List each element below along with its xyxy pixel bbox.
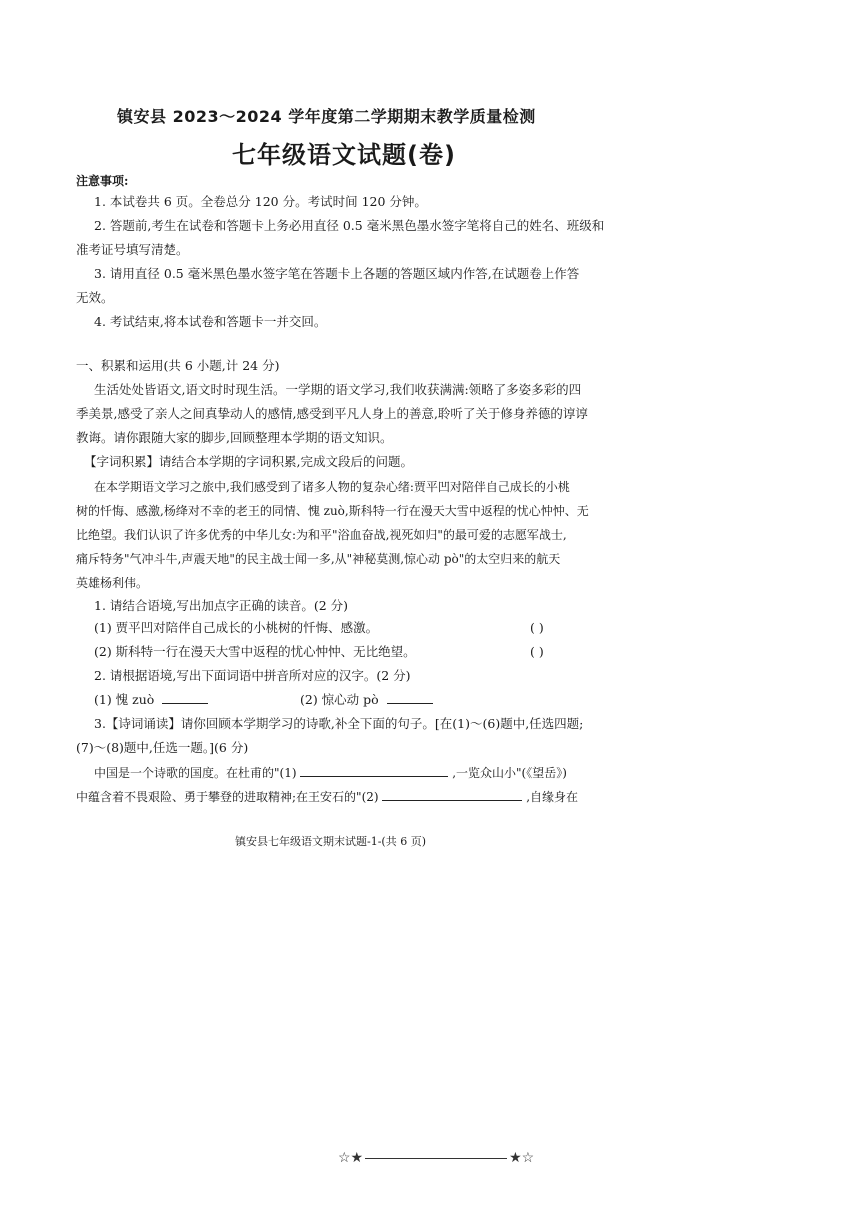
q1-a-answer-box[interactable]: ( ) xyxy=(530,620,544,635)
q2-b-blank[interactable] xyxy=(387,702,433,704)
q3-line-1 xyxy=(94,764,567,781)
star-icon-left: ☆★ xyxy=(338,1150,364,1166)
passage-line-1: 在本学期语文学习之旅中,我们感受到了诸多人物的复杂心绪:贾平凹对陪伴自己成长的小桃 xyxy=(94,480,570,494)
exam-title: 镇安县 2023～2024 学年度第二学期期末教学质量检测 xyxy=(117,107,536,126)
q2-a xyxy=(94,692,208,708)
word-task: 【字词积累】请结合本学期的字词积累,完成文段后的问题。 xyxy=(84,454,413,469)
q3-line-1-a: 中国是一个诗歌的国度。在杜甫的"(1) xyxy=(94,766,297,780)
q2-stem: 2. 请根据语境,写出下面词语中拼音所对应的汉字。(2 分) xyxy=(94,668,411,683)
q1-stem: 1. 请结合语境,写出加点字正确的读音。(2 分) xyxy=(94,598,349,613)
q3-line-2 xyxy=(76,788,578,805)
passage-line-5: 英雄杨利伟。 xyxy=(76,576,149,590)
q3-blank-2[interactable] xyxy=(382,799,522,801)
notice-item-3-cont: 无效。 xyxy=(76,290,114,305)
star-icon-right: ★☆ xyxy=(509,1150,535,1166)
q3-line-1-b: ,一览众山小"(《望岳》) xyxy=(452,766,567,780)
q3-stem-1: 3.【诗词诵读】请你回顾本学期学习的诗歌,补全下面的句子。[在(1)～(6)题中,任选四题; xyxy=(94,716,584,731)
decorative-stars-rule xyxy=(338,1150,534,1166)
q3-stem-2: (7)～(8)题中,任选一题。](6 分) xyxy=(76,740,249,755)
q1-b-answer-box[interactable]: ( ) xyxy=(530,644,544,659)
q1-b: (2) 斯科特一行在漫天大雪中返程的忧心忡忡、无比绝望。 xyxy=(94,644,416,659)
passage-line-2: 树的忏悔、感激,杨绛对不幸的老王的同情、愧 zuò,斯科特一行在漫天大雪中返程的忧心忡忡、无 xyxy=(76,504,589,518)
intro-line-3: 教诲。请你跟随大家的脚步,回顾整理本学期的语文知识。 xyxy=(76,430,393,445)
section-heading: 一、积累和运用(共 6 小题,计 24 分) xyxy=(76,358,280,373)
intro-line-1: 生活处处皆语文,语文时时现生活。一学期的语文学习,我们收获满满:领略了多姿多彩的四 xyxy=(94,382,582,397)
divider-line xyxy=(365,1158,507,1159)
q2-b-label: (2) 惊心动 pò xyxy=(300,692,379,707)
intro-line-2: 季美景,感受了亲人之间真挚动人的感情,感受到平凡人身上的善意,聆听了关于修身养德的谆谆 xyxy=(76,406,588,421)
passage-line-3: 比绝望。我们认识了许多优秀的中华儿女:为和平"浴血奋战,视死如归"的最可爱的志愿军战士, xyxy=(76,528,567,542)
q1-a: (1) 贾平凹对陪伴自己成长的小桃树的忏悔、感激。 xyxy=(94,620,379,635)
paper-title: 七年级语文试题(卷) xyxy=(232,141,456,169)
passage-line-4: 痛斥特务"气冲斗牛,声震天地"的民主战士闻一多,从"神秘莫测,惊心动 pò"的太空归来的航天 xyxy=(76,552,561,566)
notice-item-4: 4. 考试结束,将本试卷和答题卡一并交回。 xyxy=(94,314,327,329)
q2-b xyxy=(300,692,433,708)
q3-blank-1[interactable] xyxy=(300,775,448,777)
q3-line-2-a: 中蕴含着不畏艰险、勇于攀登的进取精神;在王安石的"(2) xyxy=(76,790,379,804)
notice-item-2-cont: 准考证号填写清楚。 xyxy=(76,242,189,257)
q2-a-label: (1) 愧 zuò xyxy=(94,692,155,707)
page-footer: 镇安县七年级语文期末试题-1-(共 6 页) xyxy=(235,835,427,848)
notice-item-2: 2. 答题前,考生在试卷和答题卡上务必用直径 0.5 毫米黑色墨水签字笔将自己的姓名、班级和 xyxy=(94,218,605,233)
notice-item-3: 3. 请用直径 0.5 毫米黑色墨水签字笔在答题卡上各题的答题区域内作答,在试题卷上作答 xyxy=(94,266,580,281)
notice-title: 注意事项: xyxy=(76,174,129,188)
notice-item-1: 1. 本试卷共 6 页。全卷总分 120 分。考试时间 120 分钟。 xyxy=(94,194,427,209)
q3-line-2-b: ,自缘身在 xyxy=(526,790,579,804)
q2-a-blank[interactable] xyxy=(162,702,208,704)
